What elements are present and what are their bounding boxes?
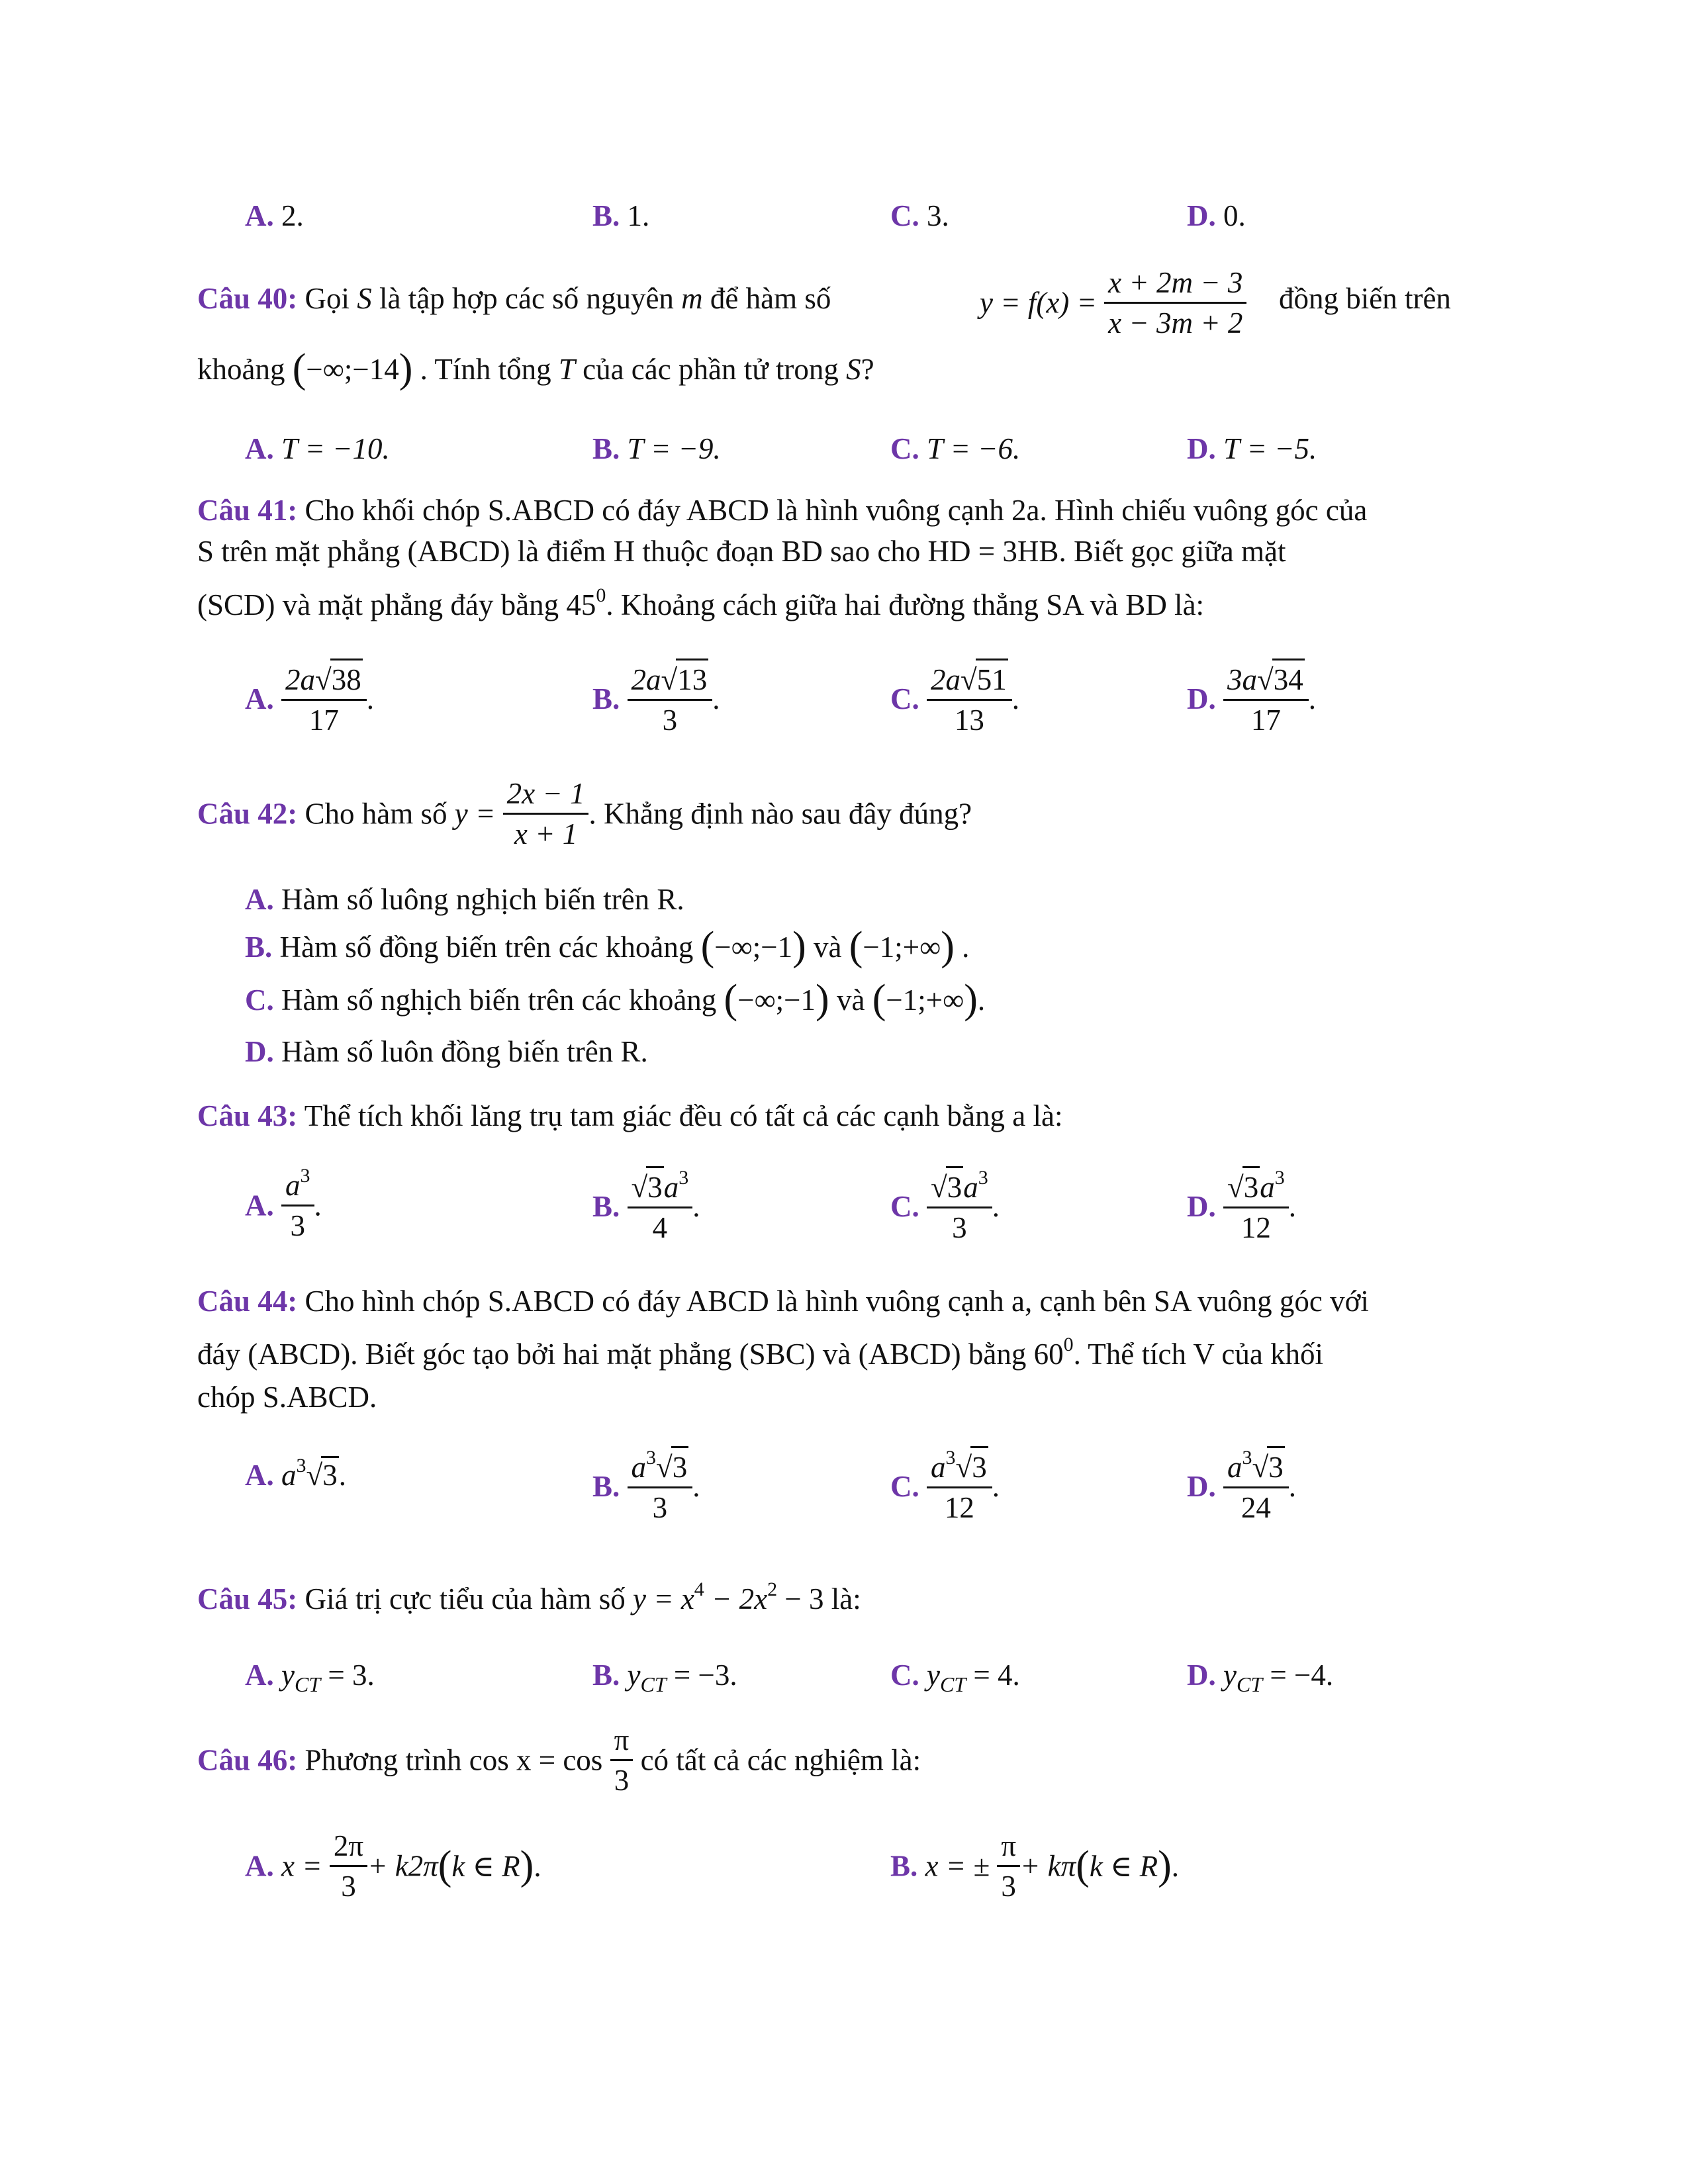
q41-d-coef: 3a xyxy=(1227,663,1257,696)
q42-b-and: và xyxy=(814,931,842,964)
q45-pow2: 2 xyxy=(767,1578,778,1600)
q39-d-letter: D. xyxy=(1187,199,1216,232)
q40-den: x − 3m + 2 xyxy=(1108,306,1243,340)
q45-a-letter: A. xyxy=(245,1659,274,1692)
q43-d-rad: 3 xyxy=(1243,1166,1260,1206)
q44-d-den: 24 xyxy=(1241,1491,1271,1524)
q42-text1: Cho hàm số xyxy=(305,797,447,831)
q44-line1 xyxy=(197,1284,1369,1318)
q42-text2: . Khẳng định nào sau đây đúng? xyxy=(588,797,972,831)
q43-label: Câu 43: xyxy=(197,1099,298,1132)
q40-var-m: m xyxy=(681,282,703,315)
q41-line1 xyxy=(197,493,1367,527)
q40-d-value: T = −5. xyxy=(1223,432,1317,465)
q42-b-interval1: −∞;−1 xyxy=(714,931,793,964)
q42-d-text: Hàm số luôn đồng biến trên R. xyxy=(281,1035,648,1068)
q46-b-letter: B. xyxy=(890,1849,918,1883)
q43-b-letter: B. xyxy=(592,1190,620,1223)
q46-text1: Phương trình xyxy=(305,1743,462,1777)
q40-var-s2: S xyxy=(846,353,861,386)
q44-c-fraction: $\frac{a^3√3}{12}$ xyxy=(927,1446,992,1527)
q39-answer-d xyxy=(1187,199,1246,233)
q41-d-den: 17 xyxy=(1250,704,1281,737)
q41-a-rad: 38 xyxy=(330,659,363,699)
q45-d-sub: CT xyxy=(1236,1672,1263,1696)
q41-d-letter: D. xyxy=(1187,682,1216,715)
q43-b-fraction: $\frac{√3a^3}{4}$ xyxy=(628,1166,693,1247)
q43-answer-d: D. $\frac{√3a^3}{12}$ . xyxy=(1187,1166,1296,1247)
q42-a-letter: A. xyxy=(245,883,274,916)
q45-text1: Giá trị cực tiểu của hàm số xyxy=(305,1582,626,1615)
q43-answer-b: B. $\frac{√3a^3}{4}$ . xyxy=(592,1166,700,1247)
q43-line xyxy=(197,1099,1062,1133)
q41-line3a: (SCD) và mặt phẳng đáy bằng 45 xyxy=(197,588,596,621)
q46-pi: π xyxy=(610,1721,633,1761)
q44-d-letter: D. xyxy=(1187,1470,1216,1503)
q44-d-rad: 3 xyxy=(1267,1446,1285,1486)
q43-a-letter: A. xyxy=(245,1189,274,1222)
q45-pow1: 4 xyxy=(694,1578,704,1600)
q43-b-rad: 3 xyxy=(646,1166,664,1206)
q40-func: y = f(x) = xyxy=(980,286,1097,320)
q44-b-pow: 3 xyxy=(646,1447,657,1469)
q42-b-interval2: −1;+∞ xyxy=(863,931,941,964)
q40-text5: khoảng xyxy=(197,353,285,386)
q41-line3 xyxy=(197,584,1205,622)
q42-fraction xyxy=(503,774,589,853)
q40-c-letter: C. xyxy=(890,432,919,465)
q39-d-value: 0. xyxy=(1223,199,1246,232)
q45-line xyxy=(197,1578,861,1616)
q46-a-fraction xyxy=(330,1827,367,1905)
q46-b-pre: x = ± xyxy=(925,1849,990,1883)
q45-c-value: = 4. xyxy=(973,1659,1020,1692)
q44-b-rad: 3 xyxy=(671,1446,689,1486)
q46-b-num: π xyxy=(997,1827,1020,1867)
q44-line2 xyxy=(197,1334,1324,1371)
q42-c-interval2: −1;+∞ xyxy=(886,983,964,1017)
q45-c-sub: CT xyxy=(939,1672,966,1696)
q42-c-text: Hàm số nghịch biến trên các khoảng xyxy=(281,983,717,1017)
q45-a-sub: CT xyxy=(294,1672,321,1696)
q43-c-den: 3 xyxy=(952,1211,967,1244)
q40-b-value: T = −9. xyxy=(627,432,721,465)
q45-answer-b: B. $y_{CT} = -3$. xyxy=(592,1659,737,1696)
q46-b-fraction xyxy=(997,1827,1020,1905)
q40-close-paren: ) xyxy=(399,346,413,391)
q45-b-letter: B. xyxy=(592,1659,620,1692)
q40-line1 xyxy=(197,281,831,316)
q44-a-letter: A. xyxy=(245,1459,274,1492)
q44-d-pow: 3 xyxy=(1242,1447,1252,1469)
q46-a-den: 3 xyxy=(341,1870,356,1903)
q44-line2a: đáy (ABCD). Biết góc tạo bởi hai mặt phẳng (SBC) và (ABCD) bằng 60 xyxy=(197,1338,1064,1371)
q41-a-fraction: $\frac{2a√38}{17}$ xyxy=(281,659,367,739)
q46-a-pre: x = xyxy=(281,1849,322,1883)
q44-label: Câu 44: xyxy=(197,1285,298,1318)
q41-label: Câu 41: xyxy=(197,494,298,527)
q43-a-den: 3 xyxy=(290,1209,305,1242)
q46-a-num: 2π xyxy=(330,1827,367,1867)
q44-a-rad: 3 xyxy=(321,1456,339,1492)
q41-b-den: 3 xyxy=(662,704,678,737)
q41-b-rad: 13 xyxy=(676,659,708,699)
q43-b-den: 4 xyxy=(652,1211,668,1244)
q45-answer-d: D. $y_{CT} = -4$. xyxy=(1187,1659,1334,1696)
q40-var-s: S xyxy=(357,282,372,315)
q44-line2b: . Thể tích V của khối xyxy=(1073,1338,1324,1371)
q43-c-fraction: $\frac{√3a^3}{3}$ xyxy=(927,1166,992,1247)
q42-b-text: Hàm số đồng biến trên các khoảng xyxy=(279,931,694,964)
q43-text: Thể tích khối lăng trụ tam giác đều có tất cả các cạnh bằng a là: xyxy=(304,1099,1063,1132)
q39-answer-a xyxy=(245,199,304,233)
q44-line3: chóp S.ABCD. xyxy=(197,1381,377,1414)
q41-line1-text: Cho khối chóp S.ABCD có đáy ABCD là hình vuông cạnh 2a. Hình chiếu vuông góc của xyxy=(305,494,1368,527)
q42-num: 2x − 1 xyxy=(503,774,589,815)
q45-d-letter: D. xyxy=(1187,1659,1216,1692)
q44-b-fraction: $\frac{a^3√3}{3}$ xyxy=(628,1446,693,1527)
q40-a-value: T = −10. xyxy=(281,432,390,465)
q44-d-base: a xyxy=(1227,1451,1243,1484)
q43-a-fraction xyxy=(281,1166,314,1245)
q41-line2: S trên mặt phẳng (ABCD) là điểm H thuộc đoạn BD sao cho HD = 3HB. Biết gọc giữa mặt xyxy=(197,535,1286,568)
q41-c-den: 13 xyxy=(954,704,984,737)
q46-three: 3 xyxy=(614,1764,630,1797)
q43-a-num: a xyxy=(285,1169,301,1202)
q46-a-post: + k2π xyxy=(367,1849,438,1883)
q39-c-letter: C. xyxy=(890,199,919,232)
q46-answer-b: B. x = ± $\frac{\pi}{3}$ + kπ(k ∈ R). xyxy=(890,1827,1179,1905)
q42-c-interval1: −∞;−1 xyxy=(737,983,816,1017)
q45-a-value: = 3. xyxy=(328,1659,375,1692)
q42-d-letter: D. xyxy=(245,1035,274,1068)
q46-fraction xyxy=(610,1721,633,1799)
q41-a-den: 17 xyxy=(308,704,339,737)
q41-answer-b: B. $\frac{2a√13}{3}$ . xyxy=(592,659,720,739)
q43-d-num: a xyxy=(1260,1171,1275,1204)
q44-answer-a: A. $a^3√3$. xyxy=(245,1455,346,1492)
q46-b-post: + kπ xyxy=(1020,1849,1076,1883)
q45-d-value: = −4. xyxy=(1270,1659,1334,1692)
q39-b-letter: B. xyxy=(592,199,620,232)
q44-answer-c: C. $\frac{a^3√3}{12}$ . xyxy=(890,1446,1000,1527)
q44-b-letter: B. xyxy=(592,1470,620,1503)
q43-d-den: 12 xyxy=(1241,1211,1271,1244)
q40-c-value: T = −6. xyxy=(927,432,1021,465)
q45-b-value: = −3. xyxy=(673,1659,737,1692)
q43-d-fraction: $\frac{√3a^3}{12}$ xyxy=(1223,1166,1289,1247)
q40-line2: khoảng (−∞;−14) . Tính tổng T của các phần tử trong S? xyxy=(197,346,874,391)
q39-answer-b xyxy=(592,199,649,233)
q46-line xyxy=(197,1721,921,1799)
q46-label: Câu 46: xyxy=(197,1743,298,1777)
q42-c-and: và xyxy=(836,983,865,1017)
q44-answer-b: B. $\frac{a^3√3}{3}$ . xyxy=(592,1446,700,1527)
q44-line1-text: Cho hình chóp S.ABCD có đáy ABCD là hình vuông cạnh a, cạnh bên SA vuông góc với xyxy=(305,1285,1369,1318)
q44-c-base: a xyxy=(931,1451,946,1484)
q46-b-cond: k ∈ R xyxy=(1089,1850,1158,1883)
q41-c-coef: 2a xyxy=(931,663,961,696)
q43-c-pow: 3 xyxy=(978,1167,988,1189)
q42-c-letter: C. xyxy=(245,983,274,1017)
q40-interval: −∞;−14 xyxy=(306,353,399,386)
q40-text4: đồng biến trên xyxy=(1279,282,1451,315)
q42-answer-b: B. Hàm số đồng biến trên các khoảng (−∞;−1) và (−1;+∞) . xyxy=(245,924,970,969)
q44-b-base: a xyxy=(631,1451,647,1484)
q43-c-rad: 3 xyxy=(946,1166,964,1206)
q44-c-pow: 3 xyxy=(945,1447,956,1469)
q43-b-num: a xyxy=(663,1171,679,1204)
q43-answer-a: A. $\frac{a^3}{3}$ . xyxy=(245,1166,322,1245)
q45-label: Câu 45: xyxy=(197,1582,298,1615)
q43-a-pow: 3 xyxy=(300,1165,310,1187)
q40-text2: là tập hợp các số nguyên xyxy=(379,282,674,315)
q40-fraction xyxy=(1104,263,1246,342)
q40-label: Câu 40: xyxy=(197,282,298,315)
q39-c-value: 3. xyxy=(927,199,949,232)
q39-a-value: 2. xyxy=(281,199,304,232)
q40-answer-b xyxy=(592,432,721,466)
q42-b-letter: B. xyxy=(245,931,273,964)
q40-answer-c xyxy=(890,432,1020,466)
q42-answer-c: C. Hàm số nghịch biến trên các khoảng (−∞;−1) và (−1;+∞). xyxy=(245,977,986,1022)
q46-text2: có tất cả các nghiệm là: xyxy=(640,1743,921,1777)
q41-b-letter: B. xyxy=(592,682,620,715)
q41-b-fraction: $\frac{2a√13}{3}$ xyxy=(628,659,713,739)
q46-answer-a: A. x = $\frac{2\pi}{3}$ + k2π(k ∈ R). xyxy=(245,1827,541,1905)
q40-b-letter: B. xyxy=(592,432,620,465)
q40-answer-d xyxy=(1187,432,1317,466)
q40-text3: để hàm số xyxy=(710,282,831,315)
q44-b-den: 3 xyxy=(652,1491,668,1524)
q43-answer-c: C. $\frac{√3a^3}{3}$ . xyxy=(890,1166,1000,1247)
q41-answer-d: D. $\frac{3a√34}{17}$ . xyxy=(1187,659,1316,739)
q39-b-value: 1. xyxy=(627,199,650,232)
q46-a-cond: k ∈ R xyxy=(451,1850,520,1883)
q41-a-letter: A. xyxy=(245,682,274,715)
q39-answer-c xyxy=(890,199,949,233)
q40-var-t: T xyxy=(558,353,575,386)
q42-func: y = xyxy=(454,797,496,831)
q40-text1: Gọi xyxy=(305,282,350,315)
q40-text6: . Tính tổng xyxy=(420,353,551,386)
q42-label: Câu 42: xyxy=(197,797,298,831)
q44-c-letter: C. xyxy=(890,1470,919,1503)
q46-a-letter: A. xyxy=(245,1849,274,1883)
q44-c-den: 12 xyxy=(944,1491,974,1524)
q44-d-fraction: $\frac{a^3√3}{24}$ xyxy=(1223,1446,1289,1527)
q43-d-pow: 3 xyxy=(1274,1167,1285,1189)
q39-a-letter: A. xyxy=(245,199,274,232)
q40-open-paren: ( xyxy=(292,346,306,391)
q42-answer-d xyxy=(245,1034,648,1069)
q44-c-rad: 3 xyxy=(970,1446,988,1486)
q41-c-fraction: $\frac{2a√51}{13}$ xyxy=(927,659,1012,739)
q41-c-letter: C. xyxy=(890,682,919,715)
q40-formula xyxy=(980,263,1246,342)
q45-b-sub: CT xyxy=(640,1672,667,1696)
q45-text2: là: xyxy=(831,1582,861,1615)
q43-d-letter: D. xyxy=(1187,1190,1216,1223)
q41-answer-a: A. $\frac{2a√38}{17}$ . xyxy=(245,659,374,739)
q42-answer-a xyxy=(245,882,684,917)
q46-eq: cos x = cos xyxy=(469,1743,603,1777)
q42-line xyxy=(197,774,972,853)
q43-c-num: a xyxy=(963,1171,978,1204)
q41-degree: 0 xyxy=(596,584,606,606)
q44-degree: 0 xyxy=(1063,1334,1074,1355)
q41-b-coef: 2a xyxy=(631,663,661,696)
q44-answer-d: D. $\frac{a^3√3}{24}$ . xyxy=(1187,1446,1296,1527)
q40-d-letter: D. xyxy=(1187,432,1216,465)
q46-b-den: 3 xyxy=(1001,1870,1016,1903)
q41-line3b: . Khoảng cách giữa hai đường thẳng SA và BD là: xyxy=(606,588,1205,621)
q42-a-text: Hàm số luông nghịch biến trên R. xyxy=(281,883,684,916)
q41-d-rad: 34 xyxy=(1272,659,1305,699)
q40-answer-a xyxy=(245,432,390,466)
q40-a-letter: A. xyxy=(245,432,274,465)
q41-c-rad: 51 xyxy=(976,659,1008,699)
q44-a-base: a xyxy=(281,1459,297,1492)
q43-b-pow: 3 xyxy=(679,1167,689,1189)
q40-text7: của các phần tử trong xyxy=(583,353,839,386)
q45-answer-c: C. $y_{CT} = 4$. xyxy=(890,1659,1020,1696)
q45-answer-a: A. $y_{CT} = 3$. xyxy=(245,1659,375,1696)
q41-d-fraction: $\frac{3a√34}{17}$ xyxy=(1223,659,1309,739)
q41-a-coef: 2a xyxy=(285,663,315,696)
q44-a-pow: 3 xyxy=(296,1455,306,1477)
q45-func: y = x xyxy=(632,1582,694,1615)
q42-den: x + 1 xyxy=(514,817,578,850)
q41-answer-c: C. $\frac{2a√51}{13}$ . xyxy=(890,659,1019,739)
q45-c-letter: C. xyxy=(890,1659,919,1692)
q43-c-letter: C. xyxy=(890,1190,919,1223)
q45-mid: − 2x xyxy=(704,1582,768,1615)
q40-num: x + 2m − 3 xyxy=(1104,263,1246,304)
q45-tail: − 3 xyxy=(777,1582,824,1615)
